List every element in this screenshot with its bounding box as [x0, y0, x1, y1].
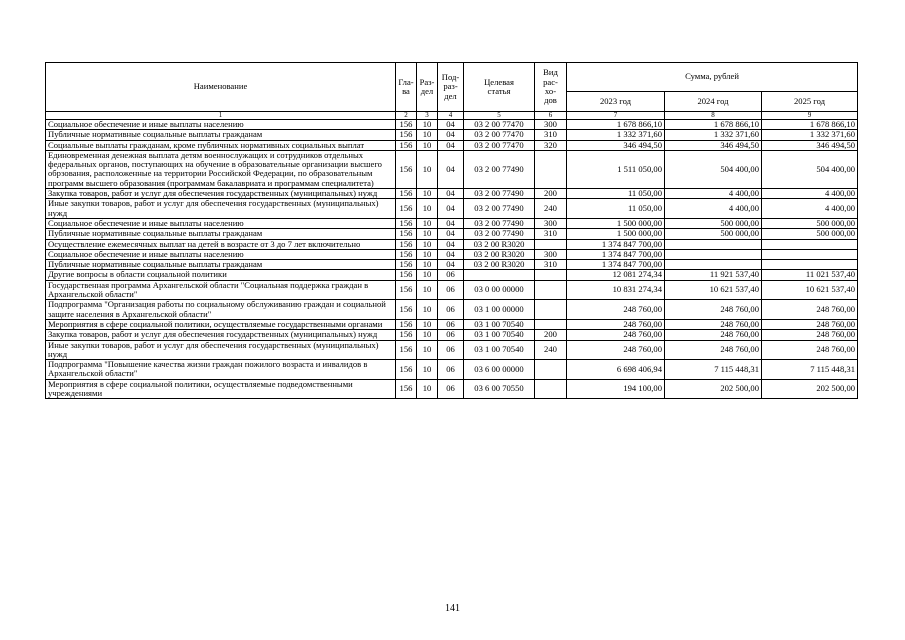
cell-podrazdel: 06 [438, 379, 464, 399]
cell-sum-2023: 10 831 274,34 [567, 280, 665, 300]
table-row [46, 379, 858, 399]
cell-razdel: 10 [417, 229, 438, 239]
cell-sum-2024: 500 000,00 [665, 218, 762, 228]
cell-sum-2023: 194 100,00 [567, 379, 665, 399]
header-2025: 2025 год [762, 92, 858, 112]
cell-glava: 156 [396, 249, 417, 259]
cell-sum-2023: 12 081 274,34 [567, 270, 665, 280]
cell-sum-2023: 1 500 000,00 [567, 229, 665, 239]
cell-sum-2025: 500 000,00 [762, 229, 858, 239]
cell-glava: 156 [396, 130, 417, 140]
cell-name: Подпрограмма "Организация работы по социальному обслуживанию граждан и социальной защите населения в Архангельской области" [46, 300, 396, 320]
cell-podrazdel: 06 [438, 300, 464, 320]
cell-name: Осуществление ежемесячных выплат на детей в возрасте от 3 до 7 лет включительно [46, 239, 396, 249]
table-row [46, 140, 858, 150]
cell-podrazdel: 06 [438, 340, 464, 360]
cell-sum-2025: 504 400,00 [762, 150, 858, 188]
cell-podrazdel: 06 [438, 360, 464, 380]
cell-glava: 156 [396, 300, 417, 320]
cell-target-article: 03 6 00 70550 [464, 379, 535, 399]
table-row [46, 249, 858, 259]
cell-name: Социальное обеспечение и иные выплаты населению [46, 249, 396, 259]
cell-sum-2023: 6 698 406,94 [567, 360, 665, 380]
cell-sum-2025: 346 494,50 [762, 140, 858, 150]
cell-podrazdel: 04 [438, 199, 464, 219]
cell-name: Публичные нормативные социальные выплаты гражданам [46, 260, 396, 270]
cell-name: Государственная программа Архангельской области "Социальная поддержка граждан в Архангельской области" [46, 280, 396, 300]
cell-sum-2025: 500 000,00 [762, 218, 858, 228]
cell-razdel: 10 [417, 249, 438, 259]
cell-target-article: 03 2 00 R3020 [464, 239, 535, 249]
cell-podrazdel: 06 [438, 330, 464, 340]
cell-target-article: 03 2 00 77490 [464, 199, 535, 219]
cell-name: Другие вопросы в области социальной политики [46, 270, 396, 280]
cell-sum-2024: 11 921 537,40 [665, 270, 762, 280]
cell-expense-type [535, 150, 567, 188]
table-row [46, 270, 858, 280]
cell-target-article: 03 1 00 70540 [464, 330, 535, 340]
cell-glava: 156 [396, 270, 417, 280]
table-row [46, 229, 858, 239]
cell-target-article: 03 2 00 R3020 [464, 260, 535, 270]
cell-expense-type [535, 280, 567, 300]
cell-sum-2025 [762, 249, 858, 259]
cell-expense-type: 310 [535, 130, 567, 140]
table-row [46, 280, 858, 300]
header-target: Целевая статья [464, 63, 535, 112]
cell-sum-2024: 1 332 371,60 [665, 130, 762, 140]
header-sum: Сумма, рублей [567, 63, 858, 92]
cell-glava: 156 [396, 280, 417, 300]
header-2023: 2023 год [567, 92, 665, 112]
cell-glava: 156 [396, 140, 417, 150]
cell-sum-2023: 346 494,50 [567, 140, 665, 150]
cell-sum-2025: 248 760,00 [762, 300, 858, 320]
cell-target-article [464, 270, 535, 280]
cell-target-article: 03 2 00 77470 [464, 130, 535, 140]
index-cell: 6 [535, 112, 567, 120]
header-glava: Гла- ва [396, 63, 417, 112]
cell-sum-2023: 248 760,00 [567, 319, 665, 329]
cell-sum-2025: 4 400,00 [762, 199, 858, 219]
cell-razdel: 10 [417, 218, 438, 228]
cell-expense-type [535, 239, 567, 249]
table-row [46, 189, 858, 199]
index-cell: 1 [46, 112, 396, 120]
table-row [46, 150, 858, 188]
cell-podrazdel: 04 [438, 260, 464, 270]
cell-podrazdel: 06 [438, 319, 464, 329]
cell-target-article: 03 2 00 77470 [464, 140, 535, 150]
cell-sum-2025: 10 621 537,40 [762, 280, 858, 300]
cell-sum-2023: 1 332 371,60 [567, 130, 665, 140]
cell-sum-2024: 248 760,00 [665, 340, 762, 360]
table-row [46, 260, 858, 270]
cell-name: Единовременная денежная выплата детям военнослужащих и сотрудников отдельных федеральных органов, поступающих на обучение в образовательные организации высшего обрзования, расположенные на территории Российской Федерации, по образовательным программ высшего образования (программам бакалавриата и программам специалитета) [46, 150, 396, 188]
cell-expense-type: 240 [535, 340, 567, 360]
budget-table [45, 62, 858, 399]
cell-target-article: 03 2 00 77490 [464, 218, 535, 228]
index-cell: 9 [762, 112, 858, 120]
cell-target-article: 03 1 00 70540 [464, 340, 535, 360]
cell-glava: 156 [396, 120, 417, 130]
cell-expense-type: 300 [535, 120, 567, 130]
cell-glava: 156 [396, 360, 417, 380]
index-cell: 2 [396, 112, 417, 120]
cell-sum-2025: 248 760,00 [762, 340, 858, 360]
cell-razdel: 10 [417, 260, 438, 270]
index-cell: 3 [417, 112, 438, 120]
cell-sum-2024 [665, 239, 762, 249]
cell-glava: 156 [396, 260, 417, 270]
cell-sum-2024: 504 400,00 [665, 150, 762, 188]
cell-glava: 156 [396, 229, 417, 239]
cell-glava: 156 [396, 199, 417, 219]
table-row [46, 130, 858, 140]
cell-name: Закупка товаров, работ и услуг для обеспечения государственных (муниципальных) нужд [46, 330, 396, 340]
header-razdel: Раз- дел [417, 63, 438, 112]
cell-glava: 156 [396, 239, 417, 249]
cell-glava: 156 [396, 189, 417, 199]
cell-sum-2023: 248 760,00 [567, 300, 665, 320]
cell-glava: 156 [396, 218, 417, 228]
cell-sum-2024 [665, 249, 762, 259]
table-row [46, 360, 858, 380]
cell-razdel: 10 [417, 130, 438, 140]
cell-razdel: 10 [417, 189, 438, 199]
cell-podrazdel: 04 [438, 218, 464, 228]
table-row [46, 319, 858, 329]
cell-expense-type: 240 [535, 199, 567, 219]
cell-name: Закупка товаров, работ и услуг для обеспечения государственных (муниципальных) нужд [46, 189, 396, 199]
cell-razdel: 10 [417, 270, 438, 280]
table-row [46, 300, 858, 320]
cell-expense-type [535, 300, 567, 320]
cell-podrazdel: 04 [438, 130, 464, 140]
page-number: 141 [445, 603, 460, 614]
cell-sum-2024: 10 621 537,40 [665, 280, 762, 300]
cell-target-article: 03 0 00 00000 [464, 280, 535, 300]
cell-sum-2023: 248 760,00 [567, 330, 665, 340]
cell-razdel: 10 [417, 150, 438, 188]
cell-razdel: 10 [417, 319, 438, 329]
cell-podrazdel: 04 [438, 249, 464, 259]
cell-podrazdel: 04 [438, 239, 464, 249]
cell-expense-type [535, 360, 567, 380]
table-row [46, 330, 858, 340]
cell-sum-2023: 1 678 866,10 [567, 120, 665, 130]
cell-name: Социальное обеспечение и иные выплаты населению [46, 218, 396, 228]
cell-sum-2024: 7 115 448,31 [665, 360, 762, 380]
cell-sum-2024: 500 000,00 [665, 229, 762, 239]
cell-name: Иные закупки товаров, работ и услуг для обеспечения государственных (муниципальных) нужд [46, 199, 396, 219]
index-cell: 7 [567, 112, 665, 120]
cell-sum-2024: 1 678 866,10 [665, 120, 762, 130]
cell-podrazdel: 04 [438, 140, 464, 150]
cell-name: Публичные нормативные социальные выплаты гражданам [46, 130, 396, 140]
cell-name: Подпрограмма "Повышение качества жизни граждан пожилого возраста и инвалидов в Архангельской области" [46, 360, 396, 380]
cell-glava: 156 [396, 319, 417, 329]
cell-expense-type: 300 [535, 218, 567, 228]
cell-name: Мероприятия в сфере социальной политики, осуществляемые подведомственными учреждениями [46, 379, 396, 399]
cell-name: Мероприятия в сфере социальной политики, осуществляемые государственными органами [46, 319, 396, 329]
cell-glava: 156 [396, 340, 417, 360]
cell-razdel: 10 [417, 120, 438, 130]
cell-expense-type: 310 [535, 229, 567, 239]
cell-sum-2023: 1 500 000,00 [567, 218, 665, 228]
cell-sum-2025: 248 760,00 [762, 319, 858, 329]
cell-name: Социальные выплаты гражданам, кроме публичных нормативных социальных выплат [46, 140, 396, 150]
header-name: Наименование [46, 63, 396, 112]
cell-sum-2023: 1 374 847 700,00 [567, 239, 665, 249]
cell-expense-type [535, 270, 567, 280]
cell-sum-2025: 11 021 537,40 [762, 270, 858, 280]
cell-sum-2024: 4 400,00 [665, 199, 762, 219]
cell-target-article: 03 6 00 00000 [464, 360, 535, 380]
cell-razdel: 10 [417, 300, 438, 320]
cell-sum-2024: 346 494,50 [665, 140, 762, 150]
cell-sum-2025: 202 500,00 [762, 379, 858, 399]
cell-target-article: 03 2 00 77490 [464, 229, 535, 239]
table-row [46, 199, 858, 219]
table-row [46, 120, 858, 130]
table-row [46, 218, 858, 228]
cell-target-article: 03 2 00 R3020 [464, 249, 535, 259]
cell-sum-2023: 1 374 847 700,00 [567, 260, 665, 270]
cell-name: Публичные нормативные социальные выплаты гражданам [46, 229, 396, 239]
index-cell: 8 [665, 112, 762, 120]
cell-expense-type [535, 379, 567, 399]
cell-razdel: 10 [417, 199, 438, 219]
cell-expense-type: 200 [535, 189, 567, 199]
cell-sum-2025: 248 760,00 [762, 330, 858, 340]
cell-razdel: 10 [417, 330, 438, 340]
cell-podrazdel: 04 [438, 120, 464, 130]
cell-razdel: 10 [417, 379, 438, 399]
cell-target-article: 03 1 00 00000 [464, 300, 535, 320]
cell-razdel: 10 [417, 239, 438, 249]
cell-sum-2025 [762, 239, 858, 249]
cell-sum-2025: 1 332 371,60 [762, 130, 858, 140]
cell-podrazdel: 06 [438, 280, 464, 300]
cell-name: Социальное обеспечение и иные выплаты населению [46, 120, 396, 130]
cell-target-article: 03 2 00 77490 [464, 150, 535, 188]
index-cell: 5 [464, 112, 535, 120]
cell-expense-type: 300 [535, 249, 567, 259]
cell-glava: 156 [396, 150, 417, 188]
cell-sum-2025: 7 115 448,31 [762, 360, 858, 380]
cell-sum-2025: 4 400,00 [762, 189, 858, 199]
cell-podrazdel: 04 [438, 150, 464, 188]
cell-expense-type [535, 319, 567, 329]
cell-razdel: 10 [417, 340, 438, 360]
header-podrazdel: Под- раз- дел [438, 63, 464, 112]
cell-razdel: 10 [417, 140, 438, 150]
cell-sum-2023: 1 374 847 700,00 [567, 249, 665, 259]
cell-sum-2024: 248 760,00 [665, 330, 762, 340]
cell-target-article: 03 2 00 77470 [464, 120, 535, 130]
cell-sum-2025: 1 678 866,10 [762, 120, 858, 130]
cell-name: Иные закупки товаров, работ и услуг для обеспечения государственных (муниципальных) нужд [46, 340, 396, 360]
cell-glava: 156 [396, 330, 417, 340]
cell-sum-2025 [762, 260, 858, 270]
header-vid: Вид рас- хо- дов [535, 63, 567, 112]
index-cell: 4 [438, 112, 464, 120]
cell-expense-type: 200 [535, 330, 567, 340]
cell-target-article: 03 2 00 77490 [464, 189, 535, 199]
cell-podrazdel: 06 [438, 270, 464, 280]
cell-podrazdel: 04 [438, 229, 464, 239]
cell-sum-2023: 248 760,00 [567, 340, 665, 360]
cell-podrazdel: 04 [438, 189, 464, 199]
cell-sum-2024 [665, 260, 762, 270]
table-row [46, 340, 858, 360]
cell-sum-2024: 4 400,00 [665, 189, 762, 199]
cell-razdel: 10 [417, 280, 438, 300]
cell-sum-2023: 11 050,00 [567, 189, 665, 199]
cell-razdel: 10 [417, 360, 438, 380]
cell-expense-type: 310 [535, 260, 567, 270]
cell-sum-2024: 202 500,00 [665, 379, 762, 399]
cell-sum-2023: 11 050,00 [567, 199, 665, 219]
cell-sum-2024: 248 760,00 [665, 300, 762, 320]
cell-glava: 156 [396, 379, 417, 399]
cell-sum-2023: 1 511 050,00 [567, 150, 665, 188]
table-row [46, 239, 858, 249]
cell-sum-2024: 248 760,00 [665, 319, 762, 329]
cell-expense-type: 320 [535, 140, 567, 150]
cell-target-article: 03 1 00 70540 [464, 319, 535, 329]
header-2024: 2024 год [665, 92, 762, 112]
